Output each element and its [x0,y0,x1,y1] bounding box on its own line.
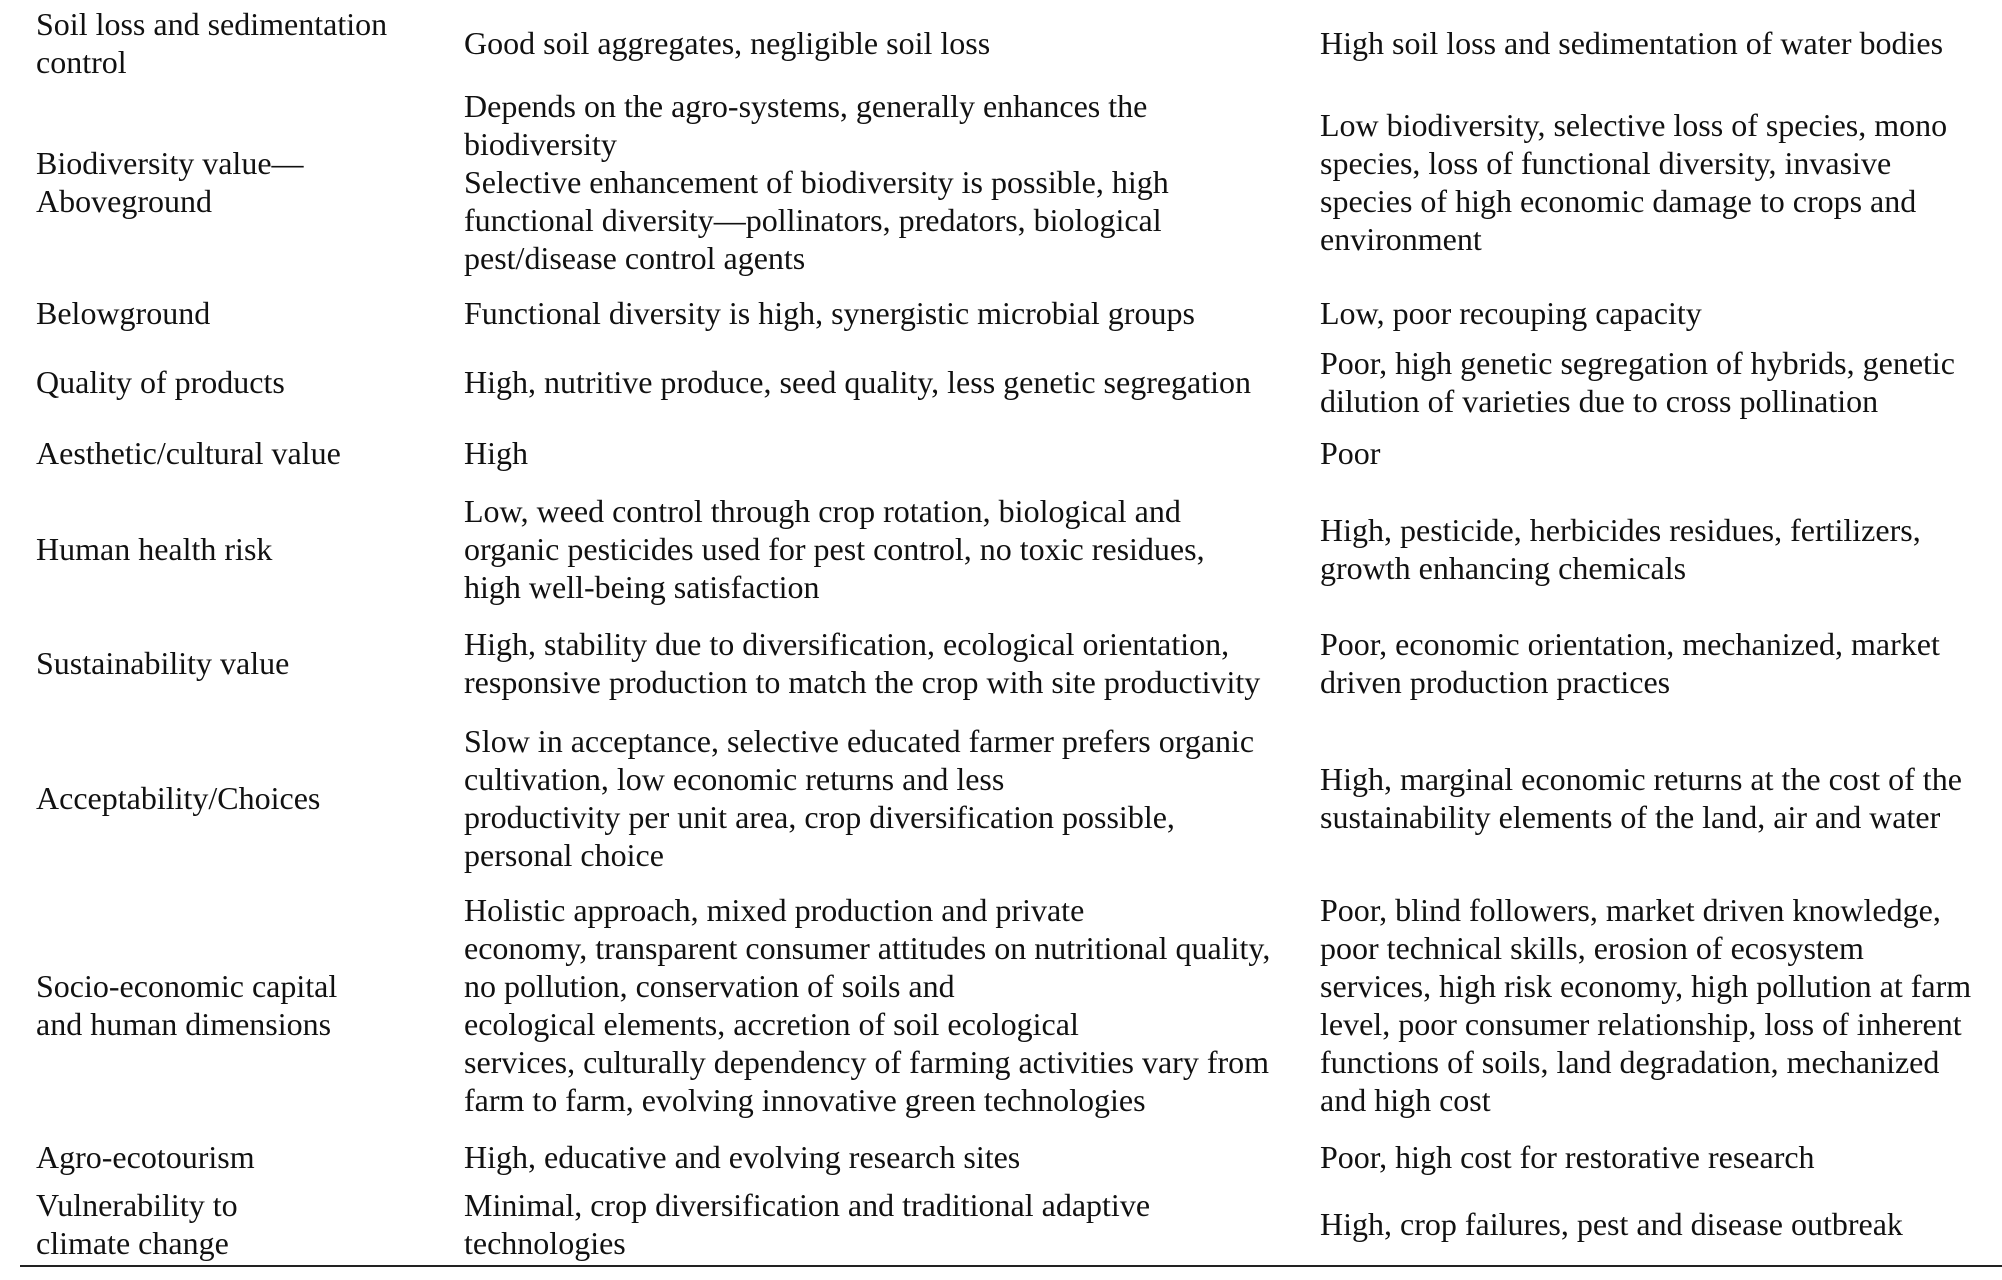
table-row [0,2,2002,84]
organic-cell: High [464,435,528,471]
organic-cell: Holistic approach, mixed production and private economy, transparent consumer attitudes on nutritional quality, no pollution, conservation of soils and ecological elements, accretion of soil ecological services, culturally dependency of farming activities vary from farm to farm, evolving innovative green technologies [464,892,1271,1118]
organic-cell: Low, weed control through crop rotation, biological and organic pesticides used for pest control, no toxic residues, high well-being satisfaction [464,493,1205,605]
conventional-cell: High, crop failures, pest and disease outbreak [1320,1206,1903,1242]
attribute-cell: Acceptability/Choices [36,780,321,816]
attribute-cell: Agro-ecotourism [36,1139,255,1175]
table-row [0,490,2002,608]
conventional-cell: Poor [1320,435,1381,471]
table-row [0,1186,2002,1262]
attribute-cell: Sustainability value [36,645,290,681]
attribute-cell: Quality of products [36,364,285,400]
attribute-cell: Human health risk [36,531,273,567]
table-row [0,342,2002,422]
table-row [0,290,2002,336]
conventional-cell: Poor, high cost for restorative research [1320,1139,1815,1175]
attribute-cell: Belowground [36,295,211,331]
organic-cell: High, educative and evolving research sites [464,1139,1021,1175]
attribute-cell: Soil loss and sedimentation control [36,6,388,80]
conventional-cell: Low, poor recouping capacity [1320,295,1702,331]
attribute-cell: Aesthetic/cultural value [36,435,341,471]
conventional-cell: High soil loss and sedimentation of water bodies [1320,25,1944,61]
conventional-cell: Poor, blind followers, market driven knowledge, poor technical skills, erosion of ecosystem services, high risk economy, high pollution at farm level, poor consumer relationship, loss of inherent functions of soils, land degradation, mechanized and high cost [1320,892,1972,1118]
table-row [0,1134,2002,1180]
attribute-cell: Vulnerability to climate change [36,1187,238,1261]
table-row [0,890,2002,1120]
conventional-cell: Poor, high genetic segregation of hybrids, genetic dilution of varieties due to cross pollination [1320,345,1955,419]
organic-cell: Good soil aggregates, negligible soil loss [464,25,991,61]
table-row [0,622,2002,704]
organic-cell: High, stability due to diversification, ecological orientation, responsive production to match the crop with site productivity [464,626,1261,700]
attribute-cell: Socio-economic capital and human dimensions [36,968,338,1042]
conventional-cell: High, pesticide, herbicides residues, fertilizers, growth enhancing chemicals [1320,512,1921,586]
table-row [0,720,2002,876]
organic-cell: High, nutritive produce, seed quality, less genetic segregation [464,364,1252,400]
attribute-cell: Biodiversity value— Aboveground [36,145,304,219]
organic-cell: Depends on the agro-systems, generally enhances the biodiversity Selective enhancement of biodiversity is possible, high functional diversity—pollinators, predators, biological pest/disease control agents [464,88,1169,276]
table-row [0,86,2002,278]
conventional-cell: High, marginal economic returns at the cost of the sustainability elements of the land, air and water [1320,761,1962,835]
table-bottom-rule [20,1265,2002,1267]
conventional-cell: Poor, economic orientation, mechanized, market driven production practices [1320,626,1940,700]
conventional-cell: Low biodiversity, selective loss of species, mono species, loss of functional diversity, invasive species of high economic damage to crops and environment [1320,107,1948,257]
organic-cell: Minimal, crop diversification and traditional adaptive technologies [464,1187,1151,1261]
table-row [0,430,2002,476]
organic-cell: Functional diversity is high, synergistic microbial groups [464,295,1195,331]
organic-cell: Slow in acceptance, selective educated farmer prefers organic cultivation, low economic returns and less productivity per unit area, crop diversification possible, personal choice [464,723,1255,873]
